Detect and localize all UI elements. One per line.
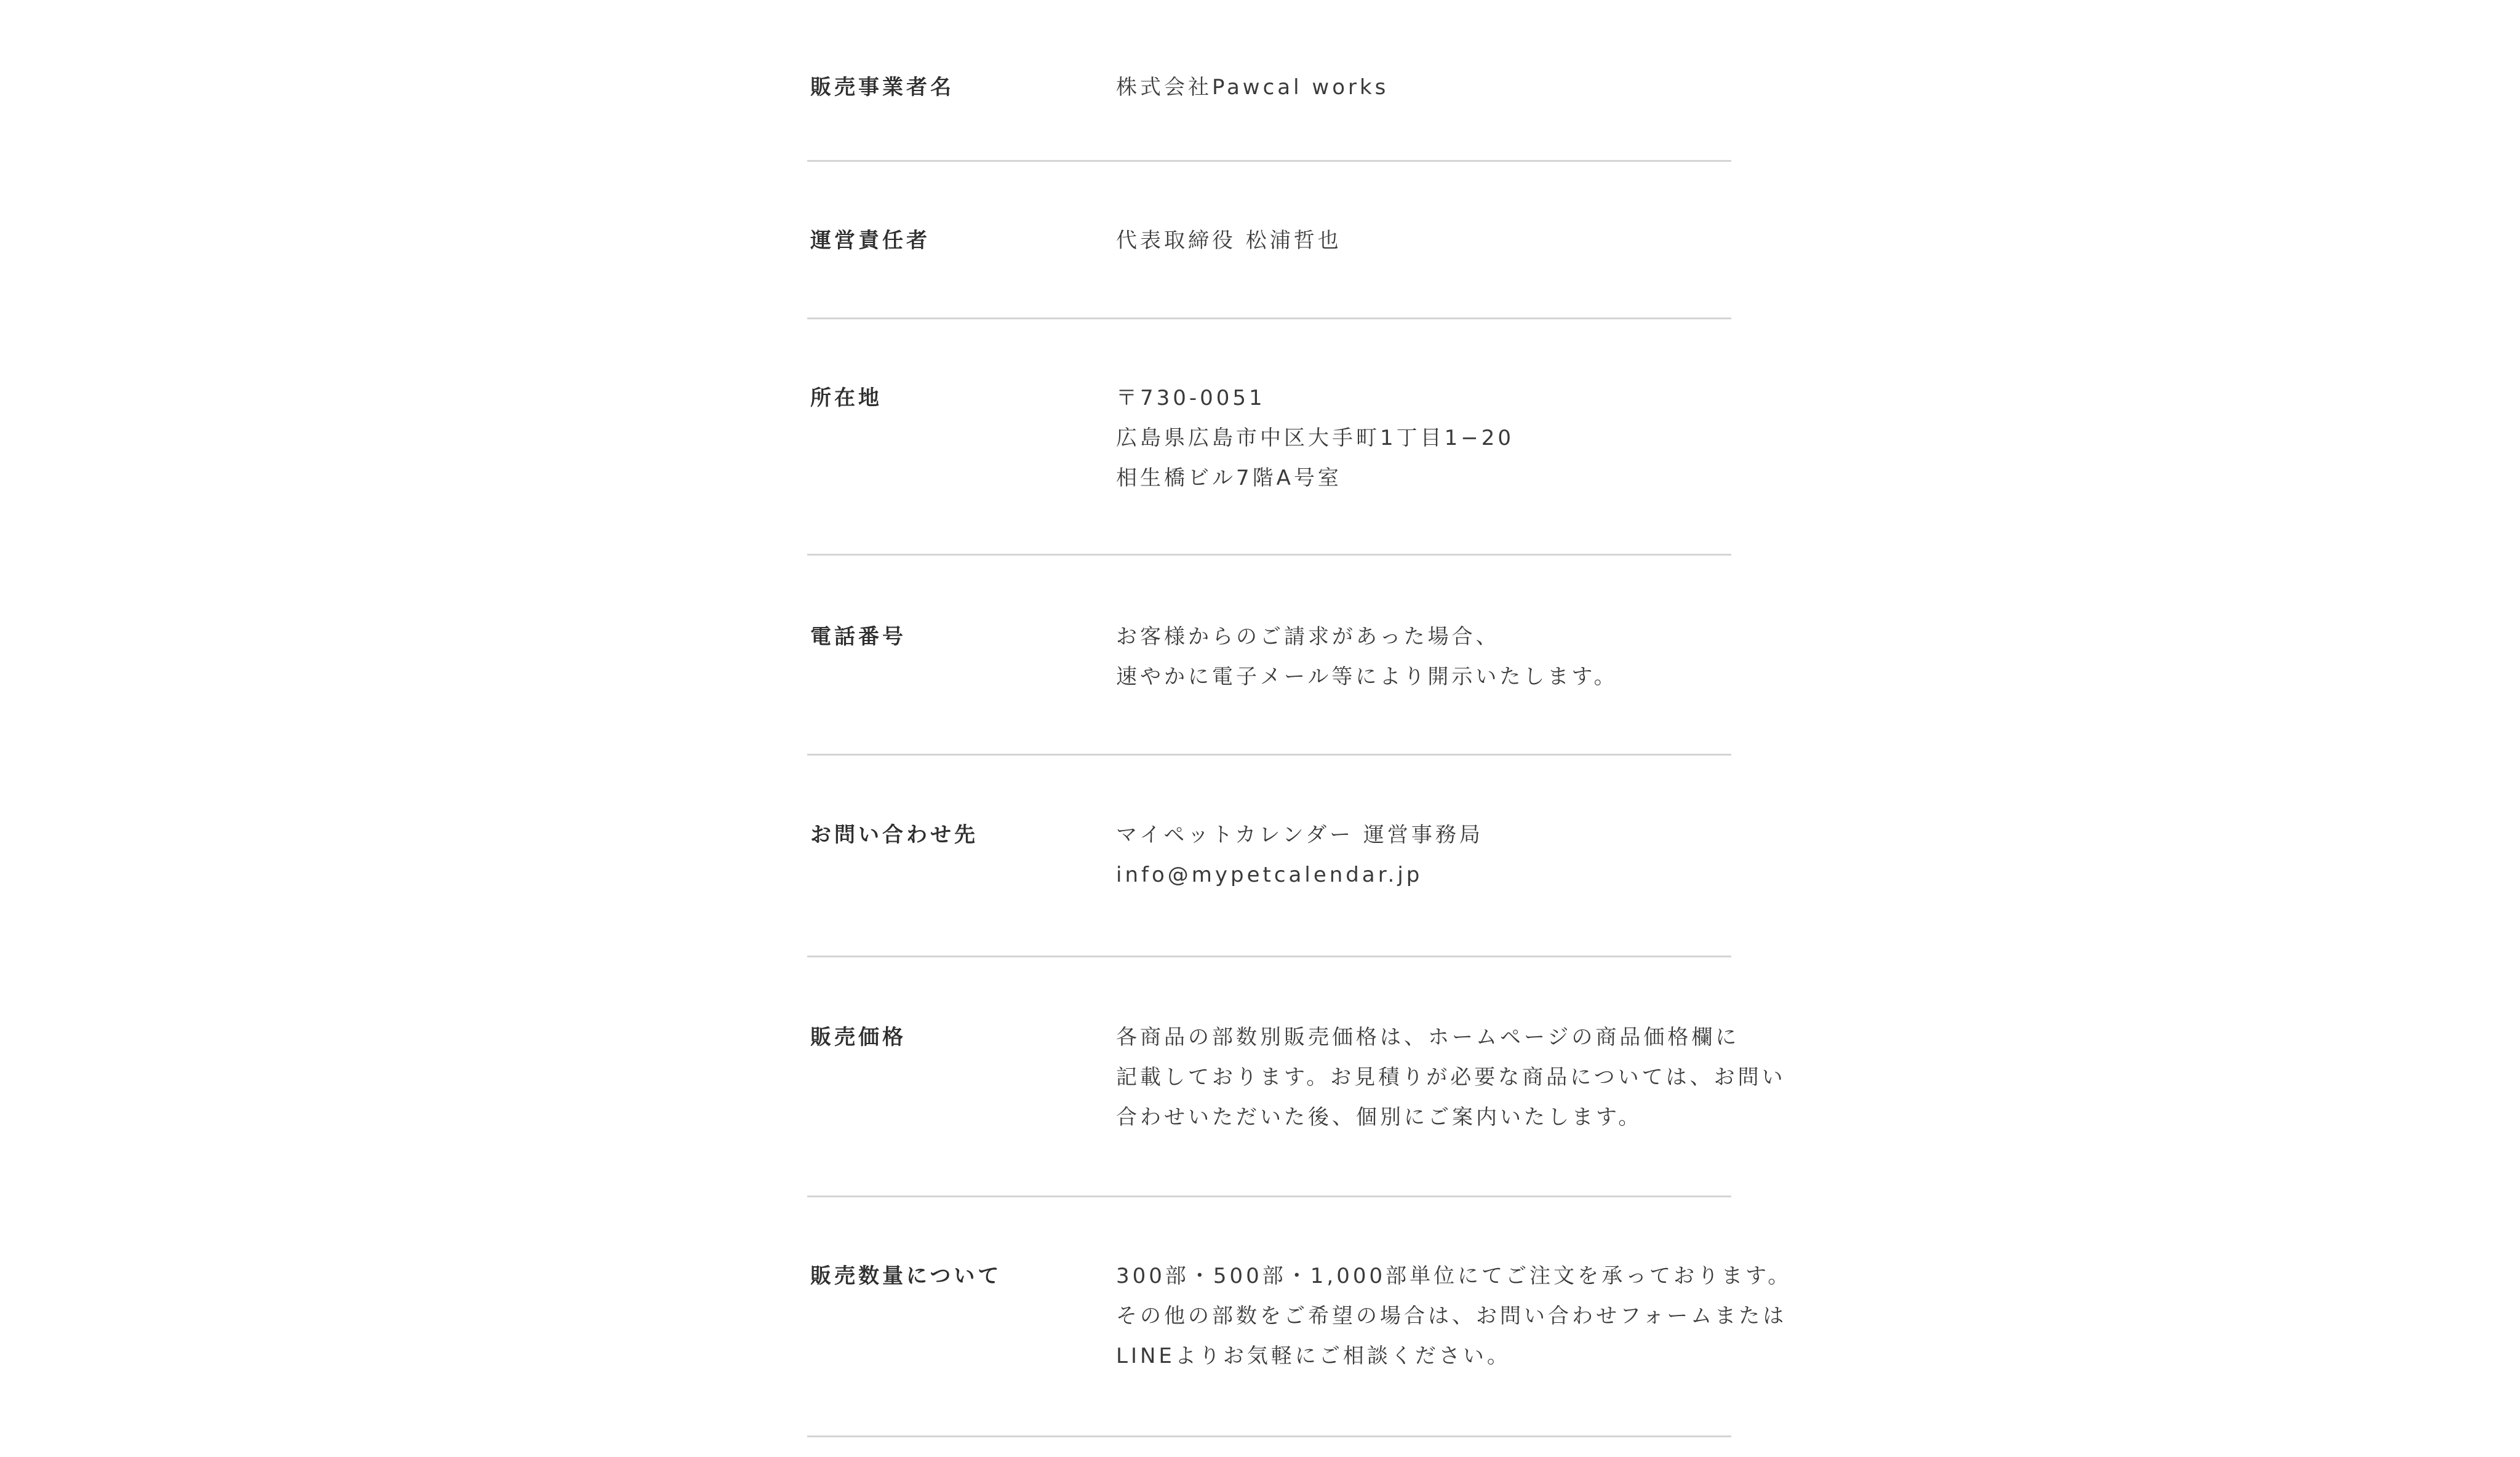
row-label-manager [810, 221, 930, 261]
row-value-line: 各商品の部数別販売価格は、ホームページの商品価格欄に [1116, 1025, 1740, 1050]
table-row [807, 162, 1731, 319]
row-label-seller-name [810, 68, 954, 108]
row-label-text: 電話番号 [810, 625, 906, 649]
row-label-text: 運営責任者 [810, 228, 930, 253]
table-row [807, 756, 1731, 957]
row-value-price [1116, 1018, 1786, 1138]
row-label-text: 販売価格 [810, 1025, 906, 1050]
row-label-text: 所在地 [810, 386, 882, 410]
row-label-text: お問い合わせ先 [810, 823, 978, 847]
row-value-line: 広島県広島市中区大手町1丁目1−20 [1116, 426, 1515, 450]
row-value-phone [1116, 617, 1731, 697]
row-value-manager [1116, 221, 1731, 261]
table-row [807, 556, 1731, 756]
table-row [807, 319, 1731, 556]
row-value-line: その他の部数をご希望の場合は、お問い合わせフォームまたは [1116, 1304, 1787, 1328]
row-value-quantity [1116, 1256, 1792, 1376]
row-value-line: 代表取締役 松浦哲也 [1116, 228, 1342, 253]
row-value-line: LINEよりお気軽にご相談ください。 [1116, 1344, 1511, 1368]
row-label-address [810, 378, 882, 418]
row-label-contact [810, 815, 978, 855]
row-value-line: 速やかに電子メール等により開示いたします。 [1116, 665, 1618, 689]
row-value-line: お客様からのご請求があった場合、 [1116, 625, 1500, 649]
row-value-seller-name [1116, 68, 1731, 108]
row-value-address [1116, 378, 1731, 498]
row-value-line: 合わせいただいた後、個別にご案内いたします。 [1116, 1105, 1643, 1130]
legal-info-table [807, 0, 1792, 1437]
row-value-contact [1116, 815, 1731, 895]
row-label-text: 販売数量について [810, 1264, 1002, 1288]
table-row [807, 0, 1731, 162]
row-value-line: マイペットカレンダー 運営事務局 [1116, 823, 1483, 847]
table-row [807, 1197, 1792, 1437]
row-value-line: 〒730-0051 [1116, 386, 1266, 410]
row-value-line: 相生橋ビル7階A号室 [1116, 466, 1342, 490]
row-label-price [810, 1018, 906, 1058]
row-value-line: 300部・500部・1,000部単位にてご注文を承っております。 [1116, 1264, 1792, 1288]
row-value-line: 株式会社Pawcal works [1116, 75, 1389, 100]
row-label-quantity [810, 1256, 1002, 1296]
row-value-line: info@mypetcalendar.jp [1116, 863, 1423, 887]
table-row [807, 957, 1786, 1197]
row-value-line: 記載しております。お見積りが必要な商品については、お問い [1116, 1065, 1786, 1090]
row-label-text: 販売事業者名 [810, 75, 954, 100]
row-label-phone [810, 617, 906, 657]
